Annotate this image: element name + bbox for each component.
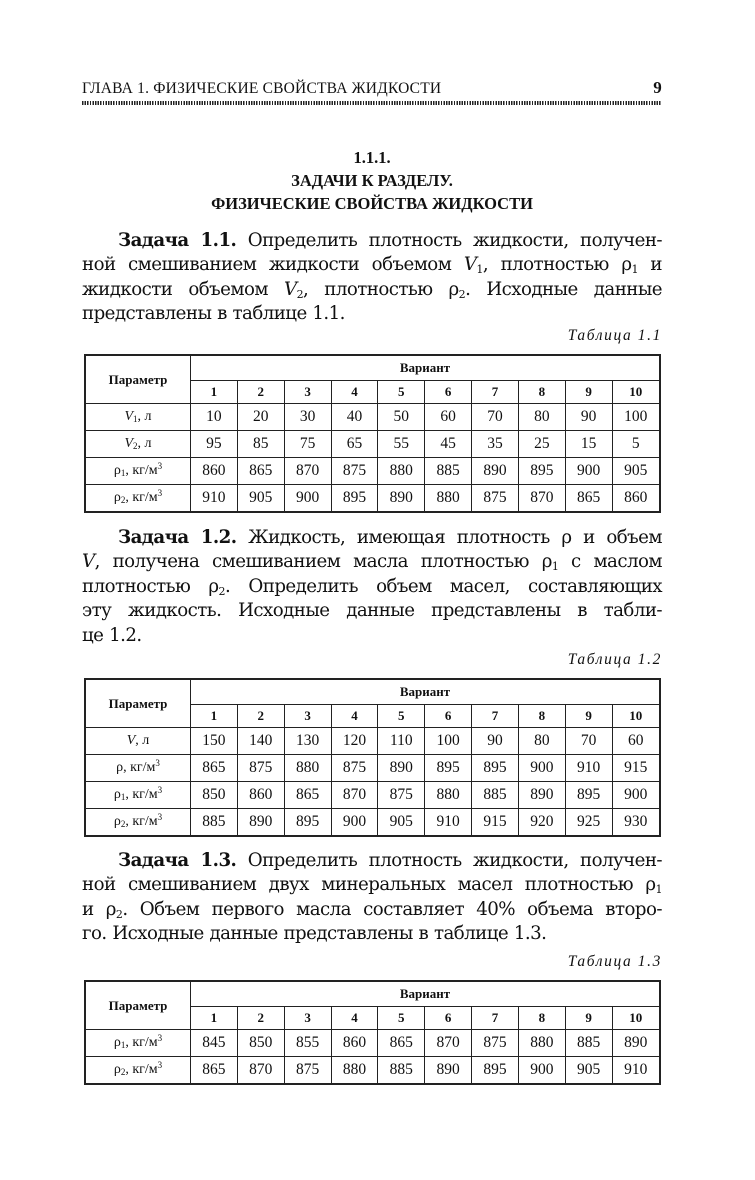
table-cell: 90 xyxy=(565,404,612,431)
table-cell: 20 xyxy=(237,404,284,431)
table-cell: 865 xyxy=(565,485,612,513)
table-cell: 880 xyxy=(518,1030,565,1057)
task-1-1-line1: Задача 1.1. Определить плотность жидкости, получен- xyxy=(118,230,662,251)
table-cell: 900 xyxy=(518,1057,565,1085)
table-cell: 860 xyxy=(331,1030,378,1057)
variant-number: 7 xyxy=(472,705,519,728)
table-cell: 905 xyxy=(378,809,425,837)
task-1-1-line3: жидкости объемом $V_2$, плотностью $\rho_2$. Исходные данные xyxy=(82,278,662,301)
variant-number: 7 xyxy=(472,381,519,404)
table-cell: 55 xyxy=(378,431,425,458)
table-cell: 70 xyxy=(472,404,519,431)
table-cell: 900 xyxy=(565,458,612,485)
table-cell: 60 xyxy=(425,404,472,431)
table-cell: 875 xyxy=(472,485,519,513)
task-1-2-line2: V, получена смешиванием масла плотностью $\rho_1$ с маслом xyxy=(82,551,662,574)
table-cell: 895 xyxy=(425,755,472,782)
table-cell: 860 xyxy=(191,458,238,485)
table-cell: 865 xyxy=(378,1030,425,1057)
row-label-rho1: $\rho_1$, $кг/м^3$ xyxy=(85,458,191,485)
table-cell: 85 xyxy=(237,431,284,458)
table-cell: 910 xyxy=(191,485,238,513)
table-cell: 885 xyxy=(472,782,519,809)
table-cell: 25 xyxy=(518,431,565,458)
chapter-title: ГЛАВА 1. ФИЗИЧЕСКИЕ СВОЙСТВА ЖИДКОСТИ xyxy=(82,80,442,97)
variant-number: 6 xyxy=(425,1007,472,1030)
table-cell: 890 xyxy=(378,485,425,513)
row-label-v2: $V_2$, л xyxy=(85,431,191,458)
row-label-rho2: $\rho_2$, $кг/м^3$ xyxy=(85,809,191,837)
table-cell: 80 xyxy=(518,404,565,431)
task-1-2-line1: Задача 1.2. Жидкость, имеющая плотность ρ и объем xyxy=(118,527,662,548)
variant-number: 2 xyxy=(237,381,284,404)
table-cell: 880 xyxy=(331,1057,378,1085)
table-cell: 925 xyxy=(565,809,612,837)
table-cell: 880 xyxy=(425,485,472,513)
table-cell: 10 xyxy=(191,404,238,431)
section-title-line2: ФИЗИЧЕСКИЕ СВОЙСТВА ЖИДКОСТИ xyxy=(211,194,533,213)
table-cell: 905 xyxy=(237,485,284,513)
task-1-2-line4: эту жидкость. Исходные данные представлены в табли- xyxy=(82,600,662,622)
table-cell: 870 xyxy=(237,1057,284,1085)
variant-number: 5 xyxy=(378,1007,425,1030)
table-cell: 930 xyxy=(612,809,660,837)
table-cell: 845 xyxy=(191,1030,238,1057)
variant-header: Вариант xyxy=(191,355,661,381)
table-cell: 885 xyxy=(425,458,472,485)
variant-number: 2 xyxy=(237,705,284,728)
variant-number: 9 xyxy=(565,705,612,728)
variant-number: 9 xyxy=(565,1007,612,1030)
task-1-2-line3: плотностью $\rho_2$. Определить объем масел, составляющих xyxy=(82,575,662,598)
task-1-3-label: Задача 1.3. xyxy=(118,850,237,871)
table-cell: 885 xyxy=(565,1030,612,1057)
table-cell: 880 xyxy=(378,458,425,485)
variant-number: 4 xyxy=(331,381,378,404)
table-cell: 35 xyxy=(472,431,519,458)
table-1-3 xyxy=(84,980,661,1085)
table-cell: 905 xyxy=(612,458,660,485)
table-cell: 915 xyxy=(472,809,519,837)
table-1-2-caption: Таблица 1.2 xyxy=(567,651,662,668)
table-row xyxy=(85,431,660,458)
task-1-3-line2: ной смешиванием двух минеральных масел плотностью $\rho_1$ xyxy=(82,874,662,897)
table-cell: 110 xyxy=(378,728,425,755)
variant-header: Вариант xyxy=(191,679,661,705)
table-row xyxy=(85,755,660,782)
table-cell: 875 xyxy=(472,1030,519,1057)
row-label-rho1: $\rho_1$, $кг/м^3$ xyxy=(85,782,191,809)
variant-number: 9 xyxy=(565,381,612,404)
task-1-1-line2: ной смешиванием жидкости объемом $V_1$, плотностью $\rho_1$ и xyxy=(82,254,662,277)
table-cell: 100 xyxy=(425,728,472,755)
task-1-2-line5: це 1.2. xyxy=(82,624,142,646)
table-1-2 xyxy=(84,678,661,837)
table-cell: 910 xyxy=(612,1057,660,1085)
variant-number: 10 xyxy=(612,1007,660,1030)
variant-number: 8 xyxy=(518,705,565,728)
table-cell: 850 xyxy=(191,782,238,809)
variant-number: 3 xyxy=(284,381,331,404)
row-label-rho2: $\rho_2$, $кг/м^3$ xyxy=(85,1057,191,1085)
table-cell: 900 xyxy=(518,755,565,782)
task-1-2-text xyxy=(82,526,662,648)
table-cell: 95 xyxy=(191,431,238,458)
table-cell: 890 xyxy=(612,1030,660,1057)
table-cell: 890 xyxy=(378,755,425,782)
row-label-rho2: $\rho_2$, $кг/м^3$ xyxy=(85,485,191,513)
row-label-rho: ρ, $кг/м^3$ xyxy=(85,755,191,782)
table-row xyxy=(85,1030,660,1057)
table-cell: 875 xyxy=(237,755,284,782)
variant-number: 8 xyxy=(518,1007,565,1030)
table-cell: 870 xyxy=(518,485,565,513)
section-title xyxy=(82,146,662,215)
table-cell: 860 xyxy=(612,485,660,513)
table-cell: 140 xyxy=(237,728,284,755)
task-1-1-line4: представлены в таблице 1.1. xyxy=(82,303,345,325)
table-row xyxy=(85,1057,660,1085)
table-cell: 895 xyxy=(565,782,612,809)
table-cell: 870 xyxy=(284,458,331,485)
variant-number: 6 xyxy=(425,705,472,728)
table-cell: 885 xyxy=(191,809,238,837)
table-row xyxy=(85,485,660,513)
table-cell: 65 xyxy=(331,431,378,458)
task-1-1-label: Задача 1.1. xyxy=(118,230,237,251)
table-cell: 45 xyxy=(425,431,472,458)
variant-number: 10 xyxy=(612,381,660,404)
table-row xyxy=(85,809,660,837)
variant-number: 1 xyxy=(191,1007,238,1030)
variant-number: 5 xyxy=(378,705,425,728)
running-head xyxy=(82,78,662,98)
table-row xyxy=(85,458,660,485)
task-1-3-text xyxy=(82,849,662,947)
task-1-3-line3: и $\rho_2$. Объем первого масла составляет 40% объема второ- xyxy=(82,898,662,921)
task-1-3-line4: го. Исходные данные представлены в таблице 1.3. xyxy=(82,923,547,945)
table-cell: 895 xyxy=(472,755,519,782)
variant-number: 3 xyxy=(284,1007,331,1030)
table-1-3-caption: Таблица 1.3 xyxy=(567,953,662,970)
table-cell: 910 xyxy=(565,755,612,782)
param-header: Параметр xyxy=(85,355,191,404)
table-row xyxy=(85,404,660,431)
table-cell: 130 xyxy=(284,728,331,755)
table-cell: 890 xyxy=(425,1057,472,1085)
variant-number: 8 xyxy=(518,381,565,404)
table-cell: 865 xyxy=(237,458,284,485)
table-cell: 875 xyxy=(284,1057,331,1085)
table-cell: 865 xyxy=(191,755,238,782)
table-cell: 15 xyxy=(565,431,612,458)
table-cell: 870 xyxy=(425,1030,472,1057)
table-cell: 875 xyxy=(331,755,378,782)
table-cell: 890 xyxy=(472,458,519,485)
variant-number: 7 xyxy=(472,1007,519,1030)
table-cell: 855 xyxy=(284,1030,331,1057)
variant-number: 4 xyxy=(331,705,378,728)
table-cell: 70 xyxy=(565,728,612,755)
table-1-1-caption: Таблица 1.1 xyxy=(567,327,662,344)
table-cell: 60 xyxy=(612,728,660,755)
row-label-v1: $V_1$, л xyxy=(85,404,191,431)
table-cell: 895 xyxy=(284,809,331,837)
variant-header: Вариант xyxy=(191,981,661,1007)
table-cell: 120 xyxy=(331,728,378,755)
variant-number: 3 xyxy=(284,705,331,728)
table-cell: 880 xyxy=(284,755,331,782)
variant-number: 10 xyxy=(612,705,660,728)
variant-number: 6 xyxy=(425,381,472,404)
param-header: Параметр xyxy=(85,679,191,728)
variant-number: 1 xyxy=(191,381,238,404)
table-row xyxy=(85,782,660,809)
table-cell: 80 xyxy=(518,728,565,755)
task-1-2-label: Задача 1.2. xyxy=(118,527,237,548)
table-cell: 100 xyxy=(612,404,660,431)
table-cell: 895 xyxy=(472,1057,519,1085)
param-header: Параметр xyxy=(85,981,191,1030)
page-number: 9 xyxy=(653,78,662,97)
table-cell: 50 xyxy=(378,404,425,431)
table-cell: 870 xyxy=(331,782,378,809)
section-number: 1.1.1. xyxy=(353,148,391,167)
section-title-line1: ЗАДАЧИ К РАЗДЕЛУ. xyxy=(291,171,453,190)
task-1-3-line1: Задача 1.3. Определить плотность жидкости, получен- xyxy=(118,850,662,871)
table-cell: 90 xyxy=(472,728,519,755)
table-cell: 875 xyxy=(331,458,378,485)
row-label-v: V, л xyxy=(85,728,191,755)
table-cell: 905 xyxy=(565,1057,612,1085)
table-cell: 850 xyxy=(237,1030,284,1057)
table-cell: 900 xyxy=(331,809,378,837)
variant-number: 2 xyxy=(237,1007,284,1030)
table-cell: 30 xyxy=(284,404,331,431)
table-cell: 900 xyxy=(612,782,660,809)
row-label-rho1: $\rho_1$, $кг/м^3$ xyxy=(85,1030,191,1057)
table-cell: 860 xyxy=(237,782,284,809)
variant-number: 1 xyxy=(191,705,238,728)
table-cell: 40 xyxy=(331,404,378,431)
table-cell: 920 xyxy=(518,809,565,837)
table-1-1 xyxy=(84,354,661,513)
table-cell: 885 xyxy=(378,1057,425,1085)
table-cell: 890 xyxy=(518,782,565,809)
table-cell: 895 xyxy=(518,458,565,485)
table-row xyxy=(85,728,660,755)
table-cell: 865 xyxy=(284,782,331,809)
task-1-1-text xyxy=(82,229,662,327)
variant-number: 4 xyxy=(331,1007,378,1030)
table-cell: 865 xyxy=(191,1057,238,1085)
table-cell: 880 xyxy=(425,782,472,809)
table-cell: 895 xyxy=(331,485,378,513)
table-cell: 900 xyxy=(284,485,331,513)
table-cell: 75 xyxy=(284,431,331,458)
table-cell: 890 xyxy=(237,809,284,837)
table-cell: 915 xyxy=(612,755,660,782)
running-head-rule xyxy=(82,101,662,105)
table-cell: 5 xyxy=(612,431,660,458)
variant-number: 5 xyxy=(378,381,425,404)
table-cell: 150 xyxy=(191,728,238,755)
table-cell: 875 xyxy=(378,782,425,809)
table-cell: 910 xyxy=(425,809,472,837)
